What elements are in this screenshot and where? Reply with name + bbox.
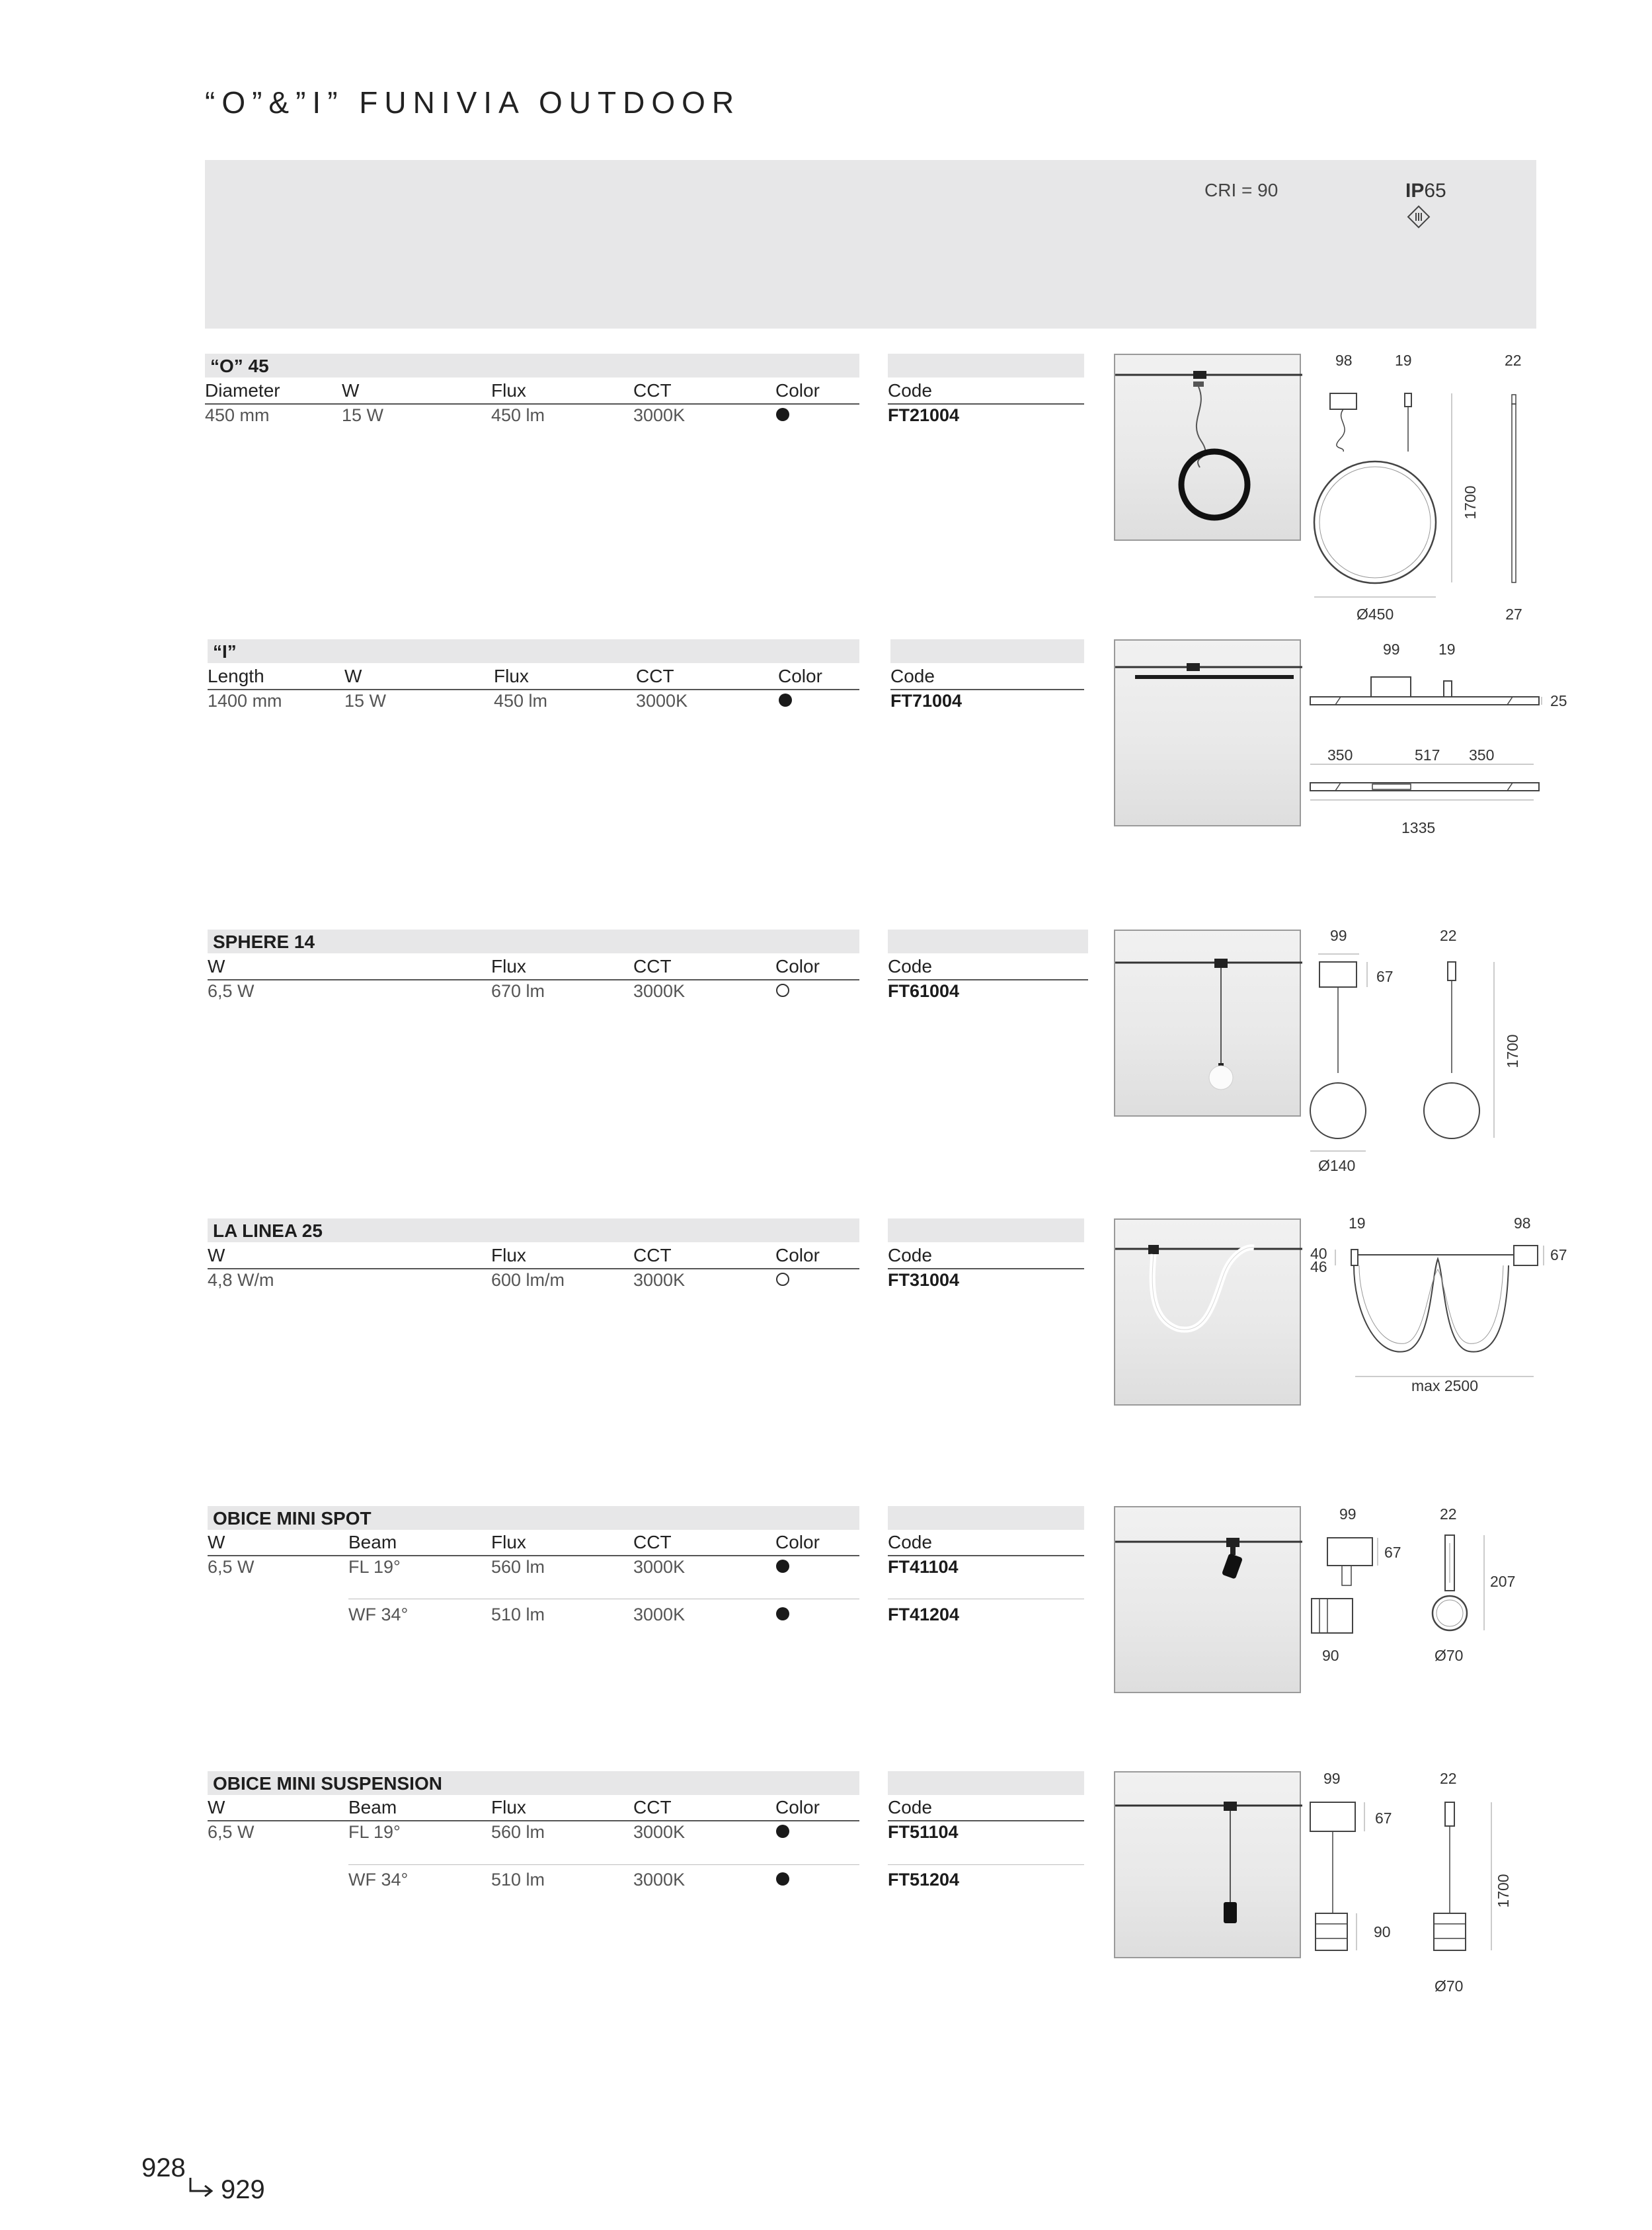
- header-rule: [208, 689, 859, 690]
- dim-label: 19: [1438, 641, 1456, 658]
- col-header: Flux: [491, 1532, 526, 1552]
- col-header: Code: [888, 956, 932, 976]
- col-header: Code: [888, 1245, 932, 1265]
- product-photo: [1114, 1771, 1301, 1958]
- code-header-bar: [888, 1771, 1084, 1795]
- cell: 3000K: [633, 1270, 686, 1290]
- dim-label: 19: [1395, 352, 1412, 369]
- cell: 450 lm: [491, 405, 545, 425]
- color-swatch-white: [776, 984, 789, 997]
- code-header-bar: [890, 639, 1084, 663]
- color-swatch-white: [776, 1273, 789, 1286]
- product-photo: [1114, 930, 1301, 1117]
- product-code: FT31004: [888, 1270, 960, 1290]
- next-page-link[interactable]: 929: [221, 2175, 265, 2204]
- col-header: Color: [775, 1532, 820, 1552]
- product-name: SPHERE 14: [213, 932, 315, 952]
- dim-label: max 2500: [1411, 1377, 1479, 1394]
- product-photo: [1114, 639, 1301, 826]
- dim-label: Ø70: [1435, 1647, 1464, 1664]
- o45-dimension-drawing: [1296, 347, 1540, 631]
- la-linea-dimension-drawing: [1296, 1211, 1573, 1416]
- cell: 670 lm: [491, 981, 545, 1001]
- dim-label: 19: [1349, 1215, 1366, 1232]
- col-header: Color: [775, 1797, 820, 1817]
- ip-value: 65: [1424, 180, 1446, 202]
- col-header: W: [344, 666, 362, 686]
- col-header: CCT: [633, 1797, 672, 1817]
- product-photo: [1114, 1506, 1301, 1693]
- col-header: Color: [778, 666, 822, 686]
- product-code: FT61004: [888, 981, 960, 1001]
- row-divider: [888, 1864, 1084, 1865]
- i-dimension-drawing: [1296, 635, 1573, 846]
- col-header: W: [208, 956, 225, 976]
- suspension-dimension-drawing: [1296, 1765, 1520, 2010]
- col-header: CCT: [633, 380, 672, 401]
- product-name: “I”: [213, 641, 237, 662]
- cell: 15 W: [344, 691, 387, 711]
- color-swatch-black: [776, 1825, 789, 1838]
- ip-prefix: IP: [1405, 180, 1425, 202]
- product-photo: [1114, 354, 1301, 541]
- col-header: CCT: [636, 666, 674, 686]
- col-header: Color: [775, 1245, 820, 1265]
- col-header: Flux: [491, 1797, 526, 1817]
- product-code: FT51204: [888, 1870, 960, 1890]
- col-header: Code: [888, 1532, 932, 1552]
- dim-label: 98: [1514, 1215, 1531, 1232]
- product-code: FT41104: [888, 1557, 959, 1577]
- dim-label: 22: [1505, 352, 1522, 369]
- col-header: Beam: [348, 1797, 397, 1817]
- cell: 3000K: [633, 1605, 686, 1624]
- color-swatch-black: [776, 1607, 789, 1620]
- dim-label: 1700: [1495, 1874, 1512, 1908]
- specs-banner: [205, 160, 1536, 329]
- dim-label: 27: [1505, 606, 1522, 623]
- cell: 3000K: [633, 1870, 686, 1890]
- col-header: CCT: [633, 1532, 672, 1552]
- dim-label: 90: [1322, 1647, 1339, 1664]
- cell: 6,5 W: [208, 981, 255, 1001]
- code-header-bar: [888, 354, 1084, 378]
- col-header: W: [208, 1245, 225, 1265]
- code-header-bar: [888, 930, 1088, 953]
- code-header-bar: [888, 1218, 1084, 1242]
- dim-label: Ø450: [1357, 606, 1394, 623]
- dim-label: Ø70: [1435, 1977, 1464, 1995]
- color-swatch-black: [776, 1560, 789, 1573]
- col-header: Diameter: [205, 380, 280, 401]
- product-header: [208, 1218, 859, 1242]
- cell: FL 19°: [348, 1557, 401, 1577]
- cell: 1400 mm: [208, 691, 282, 711]
- product-header: [205, 354, 859, 378]
- dim-label: 207: [1490, 1573, 1516, 1590]
- header-rule: [208, 1555, 859, 1556]
- dim-label: 99: [1330, 927, 1347, 944]
- dim-label: 22: [1440, 1505, 1457, 1523]
- dim-label: 67: [1376, 968, 1394, 985]
- col-header: W: [342, 380, 360, 401]
- cell: WF 34°: [348, 1605, 409, 1624]
- class-iii-insulation-icon: [1407, 205, 1431, 229]
- header-rule: [208, 979, 859, 980]
- page-title: “O”&”I” FUNIVIA OUTDOOR: [205, 85, 741, 120]
- cell: 560 lm: [491, 1557, 545, 1577]
- product-code: FT21004: [888, 405, 960, 425]
- col-header: Flux: [494, 666, 529, 686]
- dim-label: 22: [1440, 1770, 1457, 1787]
- spot-dimension-drawing: [1296, 1501, 1520, 1679]
- dim-label: 40: [1310, 1245, 1327, 1262]
- header-rule: [208, 1820, 859, 1821]
- product-header: [208, 1771, 859, 1795]
- dim-label: 350: [1469, 746, 1495, 764]
- header-rule: [888, 403, 1084, 405]
- cell: 450 lm: [494, 691, 548, 711]
- dim-label: Ø140: [1318, 1157, 1356, 1174]
- header-rule: [888, 979, 1088, 980]
- col-header: CCT: [633, 1245, 672, 1265]
- dim-label: 99: [1383, 641, 1400, 658]
- col-header: Flux: [491, 956, 526, 976]
- dim-label: 1700: [1504, 1034, 1521, 1068]
- dim-label: 517: [1415, 746, 1440, 764]
- product-photo: [1114, 1218, 1301, 1406]
- header-rule: [890, 689, 1084, 690]
- product-name: “O” 45: [210, 356, 269, 376]
- col-header: CCT: [633, 956, 672, 976]
- cell: 450 mm: [205, 405, 270, 425]
- color-swatch-black: [779, 694, 792, 707]
- cell: 3000K: [633, 1557, 686, 1577]
- ip-rating: [1405, 180, 1446, 202]
- dim-label: 67: [1550, 1246, 1567, 1263]
- dim-label: 350: [1327, 746, 1353, 764]
- dim-label: 90: [1374, 1923, 1391, 1940]
- col-header: Code: [890, 666, 935, 686]
- dim-label: 25: [1550, 692, 1567, 709]
- dim-label: 99: [1323, 1770, 1341, 1787]
- col-header: Code: [888, 380, 932, 401]
- col-header: Color: [775, 380, 820, 401]
- product-name: OBICE MINI SUSPENSION: [213, 1773, 442, 1794]
- product-code: FT51104: [888, 1822, 959, 1842]
- col-header: W: [208, 1532, 225, 1552]
- header-rule: [888, 1555, 1084, 1556]
- code-header-bar: [888, 1506, 1084, 1530]
- header-rule: [888, 1820, 1084, 1821]
- col-header: Code: [888, 1797, 932, 1817]
- cell: 3000K: [636, 691, 688, 711]
- product-header: [208, 639, 859, 663]
- cell: 15 W: [342, 405, 384, 425]
- cell: WF 34°: [348, 1870, 409, 1890]
- cell: 3000K: [633, 405, 686, 425]
- cell: 510 lm: [491, 1605, 545, 1624]
- dim-label: 98: [1335, 352, 1353, 369]
- cell: 3000K: [633, 981, 686, 1001]
- col-header: Flux: [491, 1245, 526, 1265]
- return-arrow-icon[interactable]: [186, 2176, 217, 2200]
- product-header: [208, 1506, 859, 1530]
- header-rule: [208, 1268, 859, 1269]
- cell: 560 lm: [491, 1822, 545, 1842]
- header-rule: [205, 403, 859, 405]
- col-header: Beam: [348, 1532, 397, 1552]
- color-swatch-black: [776, 408, 789, 421]
- dim-label: 46: [1310, 1258, 1327, 1275]
- dim-label: 1700: [1462, 485, 1479, 520]
- cri-spec: CRI = 90: [1204, 180, 1278, 200]
- cell: 510 lm: [491, 1870, 545, 1890]
- col-header: Length: [208, 666, 264, 686]
- cell: 4,8 W/m: [208, 1270, 274, 1290]
- page-number: 928: [141, 2153, 186, 2182]
- sphere-dimension-drawing: [1296, 922, 1521, 1187]
- color-swatch-black: [776, 1872, 789, 1886]
- cell: 600 lm/m: [491, 1270, 565, 1290]
- dim-label: 67: [1384, 1544, 1401, 1561]
- dim-label: 99: [1339, 1505, 1357, 1523]
- product-name: LA LINEA 25: [213, 1220, 323, 1241]
- product-name: OBICE MINI SPOT: [213, 1508, 372, 1529]
- product-header: [208, 930, 859, 953]
- cell: FL 19°: [348, 1822, 401, 1842]
- header-rule: [888, 1268, 1084, 1269]
- col-header: Color: [775, 956, 820, 976]
- row-divider: [348, 1864, 859, 1865]
- product-code: FT71004: [890, 691, 963, 711]
- dim-label: 22: [1440, 927, 1457, 944]
- col-header: Flux: [491, 380, 526, 401]
- col-header: W: [208, 1797, 225, 1817]
- dim-label: 67: [1375, 1810, 1392, 1827]
- product-code: FT41204: [888, 1605, 960, 1624]
- dim-label: 1335: [1401, 819, 1436, 836]
- cell: 3000K: [633, 1822, 686, 1842]
- cell: 6,5 W: [208, 1557, 255, 1577]
- cell: 6,5 W: [208, 1822, 255, 1842]
